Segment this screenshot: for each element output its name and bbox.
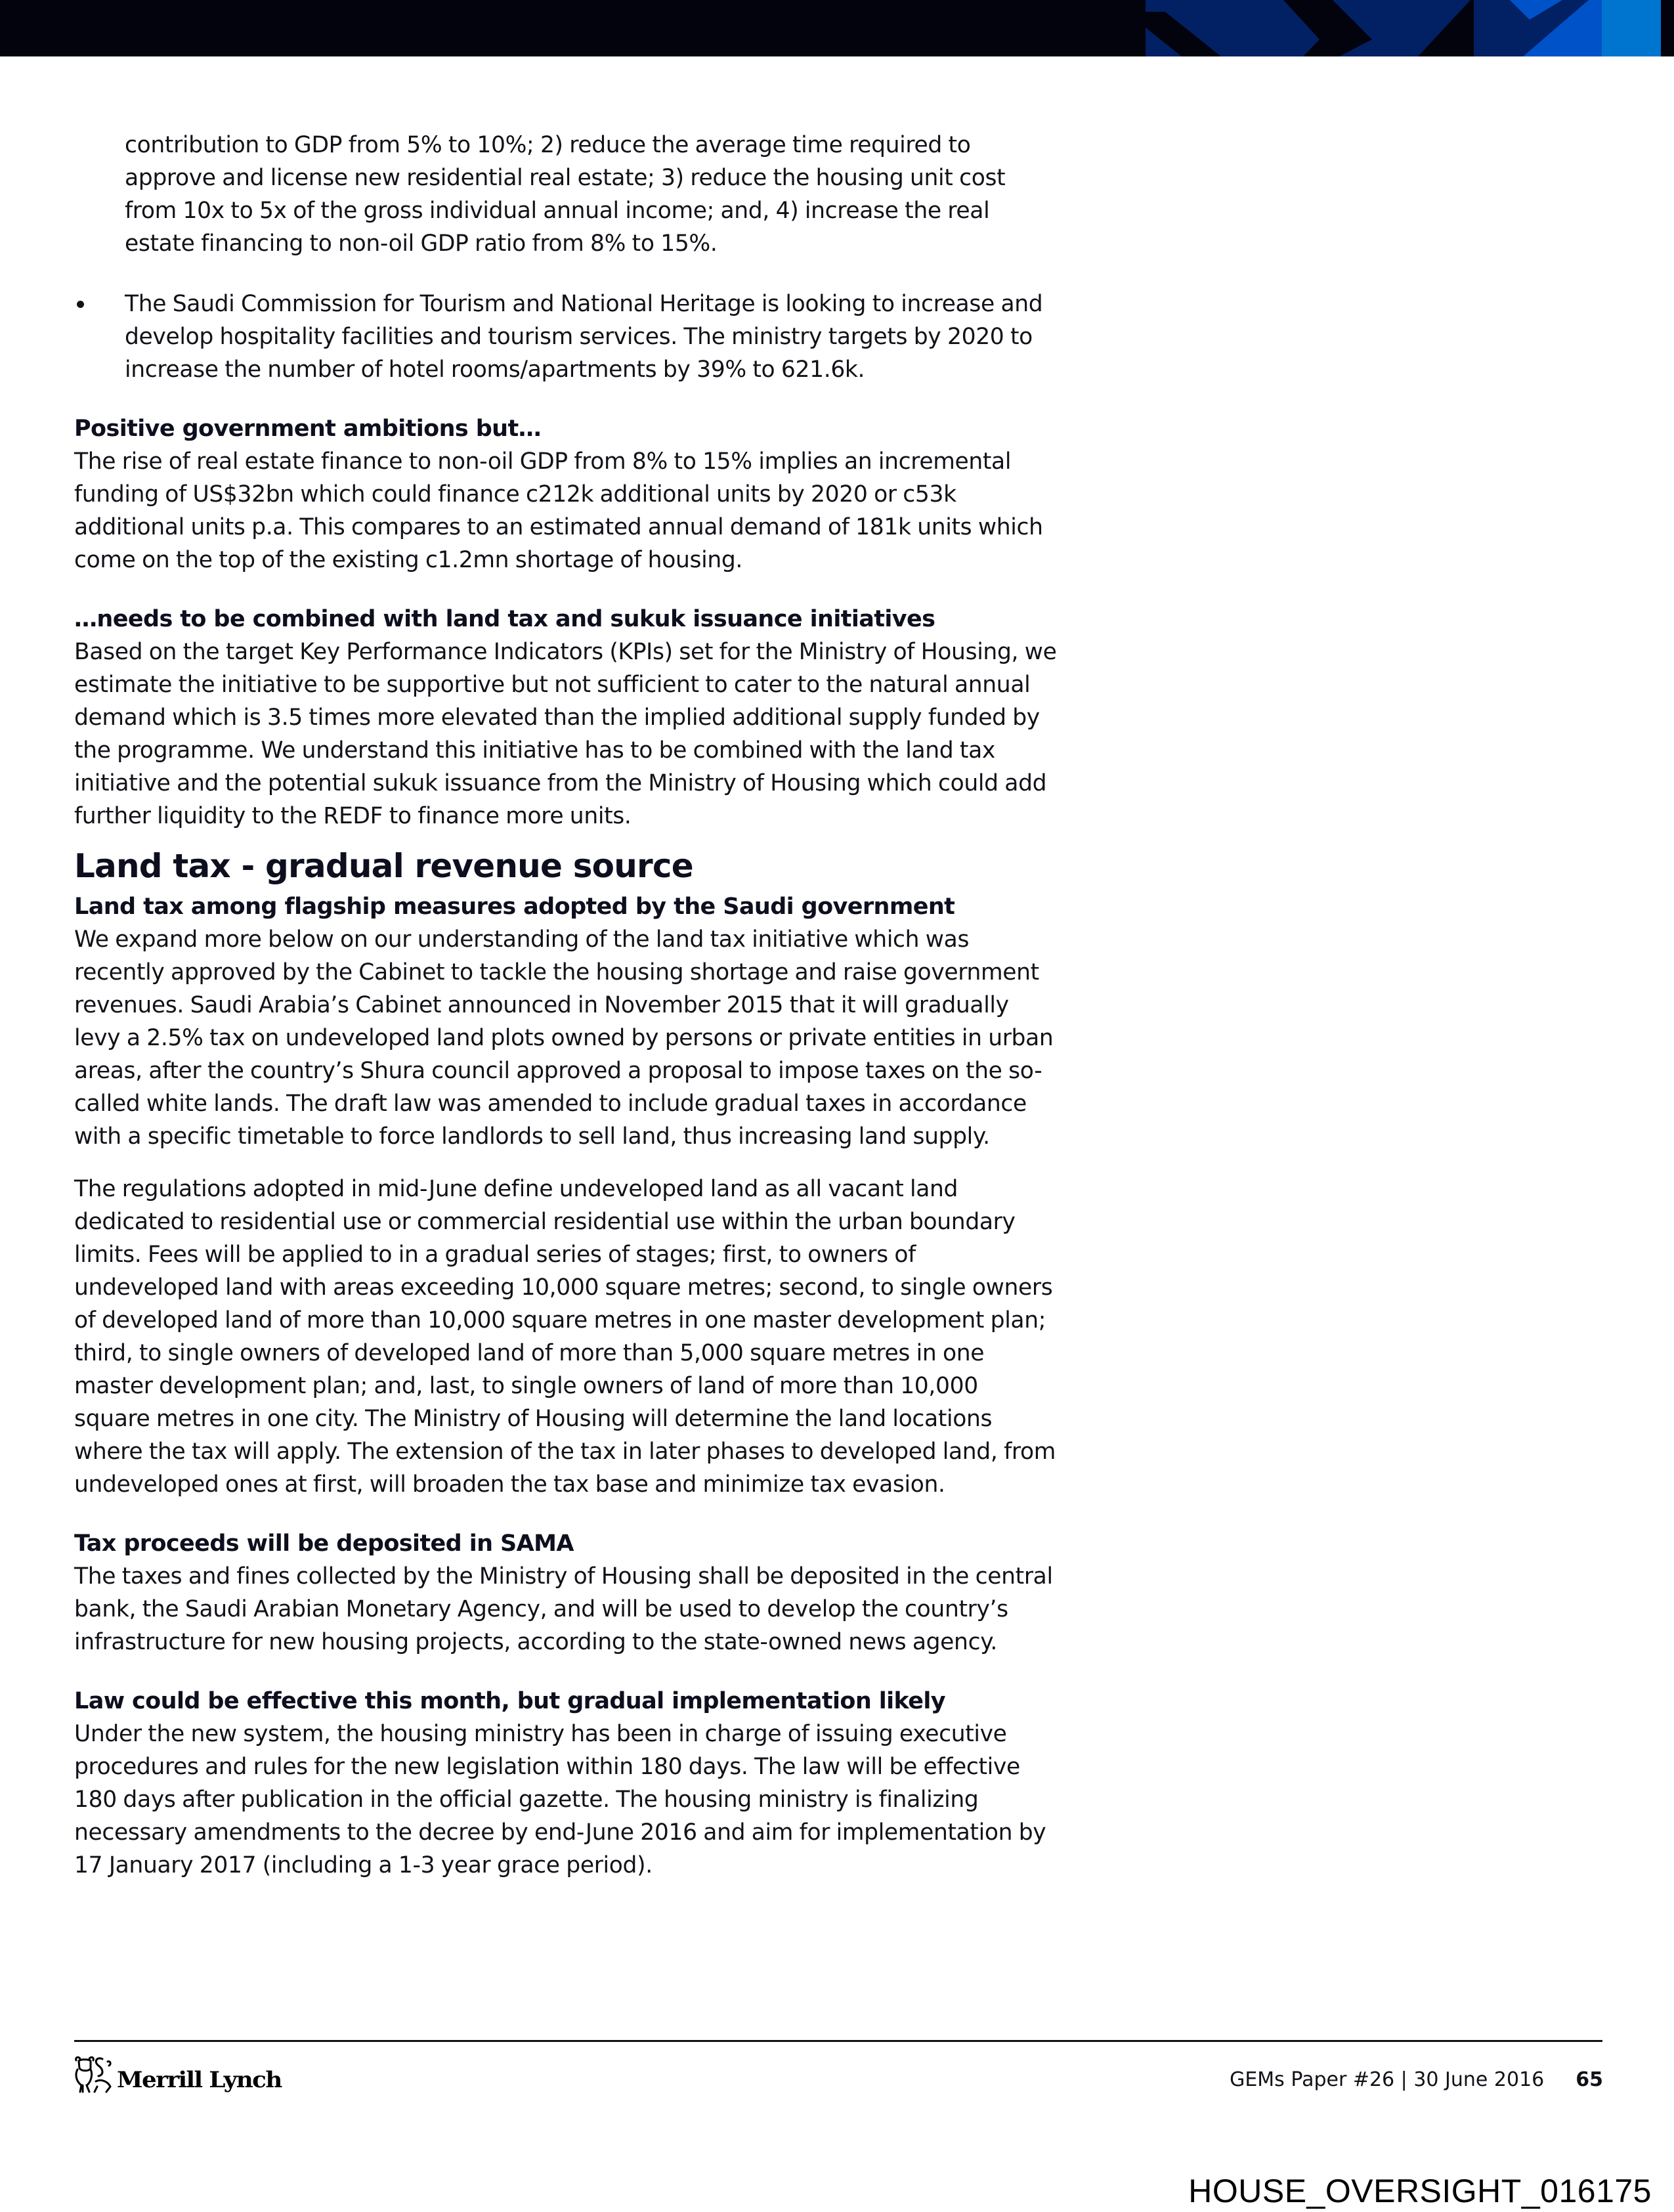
header-decoration-graphic xyxy=(0,0,1674,56)
bullet-text: The Saudi Commission for Tourism and National Heritage is looking to increase and develop hospitality facilities and tourism services. The ministry targets by 2020 to increase the number of hotel rooms/apartments by 39% to 621.6k. xyxy=(125,291,1043,383)
header-band xyxy=(0,0,1674,56)
document-body xyxy=(74,129,1059,1882)
bullet-continuation-text: contribution to GDP from 5% to 10%; 2) reduce the average time required to approve and license new residential real estate; 3) reduce the housing unit cost from 10x to 5x of the gross individual annual income; and, 4) increase the real estate financing to non-oil GDP ratio from 8% to 15%. xyxy=(125,132,1006,257)
header-stripe-dark-1 xyxy=(1123,0,1146,56)
bull-icon xyxy=(74,2055,114,2093)
subheading-tax-proceeds: Tax proceeds will be deposited in SAMA xyxy=(74,1530,574,1557)
section-heading-land-tax: Land tax - gradual revenue source xyxy=(74,847,693,885)
logo-wordmark: Merrill Lynch xyxy=(117,2067,282,2093)
subheading-needs-combined: …needs to be combined with land tax and sukuk issuance initiatives xyxy=(74,606,935,632)
bates-number: HOUSE_OVERSIGHT_016175 xyxy=(1188,2173,1652,2209)
paragraph: We expand more below on our understanding of the land tax initiative which was recently approved by the Cabinet to tackle the housing shortage and raise government revenues. Saudi Arabia’s Cabinet announced in November 2015 that it will gradually levy a 2.5% tax on undeveloped land plots owned by persons or private entities in urban areas, after the country’s Shura council approved a proposal to impose taxes on the so-called white lands. The draft law was amended to include gradual taxes in accordance with a specific timetable to force landlords to sell land, thus increasing land supply. xyxy=(74,926,1054,1150)
merrill-lynch-logo xyxy=(74,2054,282,2093)
publication-label: GEMs Paper #26 | 30 June 2016 xyxy=(1230,2068,1545,2091)
bullet-dot-icon xyxy=(77,301,84,308)
paragraph: Based on the target Key Performance Indicators (KPIs) set for the Ministry of Housing, we estimate the initiative to be supportive but not sufficient to cater to the natural annual demand which is 3.5 times more elevated than the implied additional supply funded by the programme. We understand this initiative has to be combined with the land tax initiative and the potential sukuk issuance from the Ministry of Housing which could add further liquidity to the REDF to finance more units. xyxy=(74,639,1057,829)
bullet-item xyxy=(74,288,1059,386)
header-shape-light xyxy=(1602,0,1661,56)
subheading-law-effective: Law could be effective this month, but gradual implementation likely xyxy=(74,1688,946,1714)
paragraph: The rise of real estate finance to non-oil GDP from 8% to 15% implies an incremental funding of US$32bn which could finance c212k additional units by 2020 or c53k additional units p.a. This compares to an estimated annual demand of 181k units which come on the top of the existing c1.2mn shortage of housing. xyxy=(74,448,1043,573)
paragraph: Under the new system, the housing ministry has been in charge of issuing executive procedures and rules for the new legislation within 180 days. The law will be effective 180 days after publication in the official gazette. The housing ministry is finalizing necessary amendments to the decree by end-June 2016 and aim for implementation by 17 January 2017 (including a 1-3 year grace period). xyxy=(74,1721,1046,1878)
footer-divider xyxy=(74,2040,1602,2042)
page-number: 65 xyxy=(1576,2068,1603,2091)
subheading-flagship-measures: Land tax among flagship measures adopted by the Saudi government xyxy=(74,894,955,920)
paragraph: The regulations adopted in mid-June define undeveloped land as all vacant land dedicated to residential use or commercial residential use within the urban boundary limits. Fees will be applied to in a gradual series of stages; first, to owners of undeveloped land with areas exceeding 10,000 square metres; second, to single owners of developed land of more than 10,000 square metres in one master development plan; third, to single owners of developed land of more than 5,000 square metres in one master development plan; and, last, to single owners of land of more than 10,000 square metres in one city. The Ministry of Housing will determine the land locations where the tax will apply. The extension of the tax in later phases to developed land, from undeveloped ones at first, will broaden the tax base and minimize tax evasion. xyxy=(74,1176,1056,1498)
footer-info xyxy=(1230,2068,1603,2091)
subheading-positive-ambitions: Positive government ambitions but… xyxy=(74,416,542,442)
paragraph: The taxes and fines collected by the Ministry of Housing shall be deposited in the central bank, the Saudi Arabian Monetary Agency, and will be used to develop the country’s infrastructure for new housing projects, according to the state-owned news agency. xyxy=(74,1563,1053,1655)
